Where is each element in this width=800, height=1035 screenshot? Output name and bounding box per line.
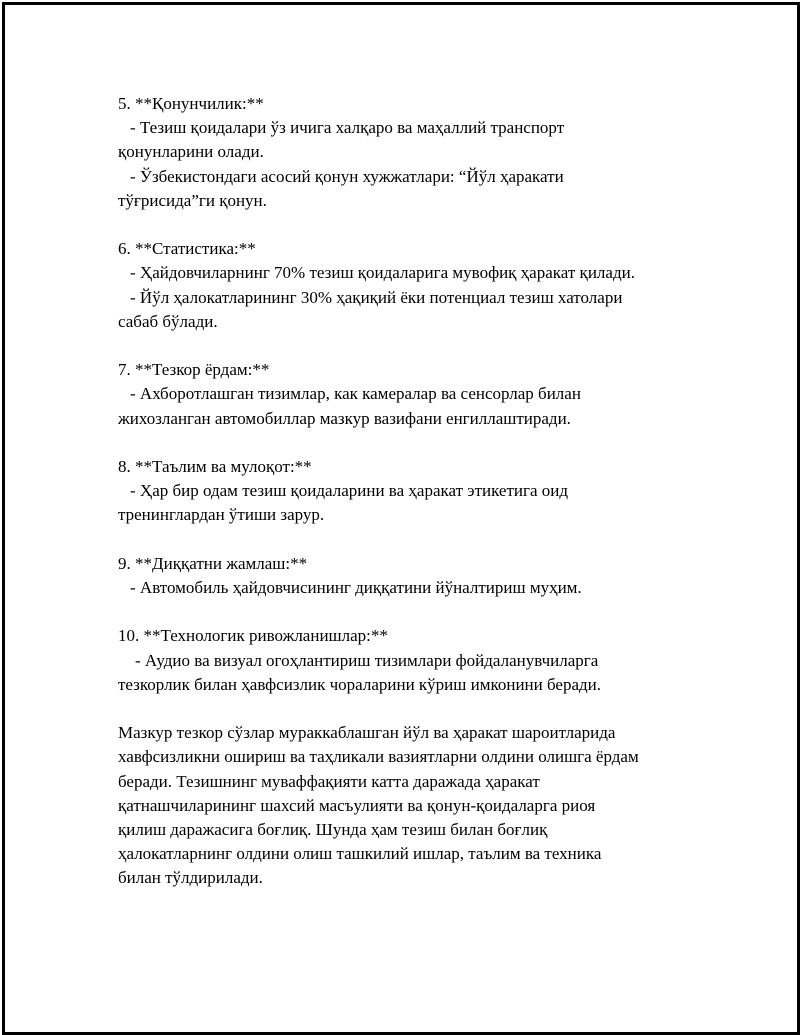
bullet-continuation: қонунларини олади. xyxy=(118,142,264,162)
bullet-continuation: тўғрисида”ги қонун. xyxy=(118,190,267,210)
section-heading: 7. **Тезкор ёрдам:** xyxy=(118,360,270,380)
conclusion-line: хавфсизликни ошириш ва таҳликали вазиятларни олдини олишга ёрдам xyxy=(118,747,639,767)
conclusion-line: билан тўлдирилади. xyxy=(118,868,263,888)
conclusion-line: қатнашчиларининг шахсий масъулияти ва қонун-қоидаларга риоя xyxy=(118,795,596,815)
bullet-line: - Ҳар бир одам тезиш қоидаларини ва ҳаракат этикетига оид xyxy=(130,481,569,501)
conclusion-line: беради. Тезишнинг муваффақияти катта даражада ҳаракат xyxy=(118,771,540,791)
section-10 xyxy=(118,624,708,697)
conclusion-paragraph xyxy=(118,721,708,890)
section-heading: 8. **Таълим ва мулоқот:** xyxy=(118,457,312,476)
bullet-line: - Ўзбекистондаги асосий қонун хужжатлари: “Йўл ҳаракати xyxy=(130,166,564,186)
section-7 xyxy=(118,358,708,431)
bullet-line: - Ахборотлашган тизимлар, как камералар ва сенсорлар билан xyxy=(130,384,581,404)
conclusion-line: ҳалокатларнинг олдини олиш ташкилий ишлар, таълим ва техника xyxy=(118,844,602,864)
bullet-continuation: тренинглардан ўтиши зарур. xyxy=(118,505,325,525)
section-heading: 6. **Статистика:** xyxy=(118,239,256,259)
bullet-line: - Ҳайдовчиларнинг 70% тезиш қоидаларига мувофиқ ҳаракат қилади. xyxy=(130,263,635,283)
bullet-continuation: сабаб бўлади. xyxy=(118,311,218,331)
section-heading: 9. **Диққатни жамлаш:** xyxy=(118,553,308,573)
conclusion-line: Мазкур тезкор сўзлар мураккаблашган йўл ва ҳаракат шароитларида xyxy=(118,723,616,743)
section-heading: 10. **Технологик ривожланишлар:** xyxy=(118,626,388,646)
bullet-line: - Аудио ва визуал огоҳлантириш тизимлари фойдаланувчиларга xyxy=(135,650,599,670)
bullet-line: - Йўл ҳалокатларининг 30% ҳақиқий ёки потенциал тезиш хатолари xyxy=(130,287,623,307)
section-8 xyxy=(118,455,708,528)
bullet-line: - Автомобиль ҳайдовчисининг диққатини йўналтириш муҳим. xyxy=(130,578,582,597)
document-body xyxy=(118,92,708,891)
conclusion-line: қилиш даражасига боғлиқ. Шунда ҳам тезиш билан боғлиқ xyxy=(118,820,548,839)
bullet-continuation: жихозланган автомобиллар мазкур вазифани енгиллаштиради. xyxy=(118,408,571,428)
bullet-line: - Тезиш қоидалари ўз ичига халқаро ва маҳаллий транспорт xyxy=(130,118,565,138)
section-5 xyxy=(118,92,708,213)
section-9 xyxy=(118,552,708,600)
section-heading: 5. **Қонунчилик:** xyxy=(118,94,264,113)
bullet-continuation: тезкорлик билан ҳавфсизлик чораларини кўриш имконини беради. xyxy=(118,674,602,694)
section-6 xyxy=(118,237,708,334)
